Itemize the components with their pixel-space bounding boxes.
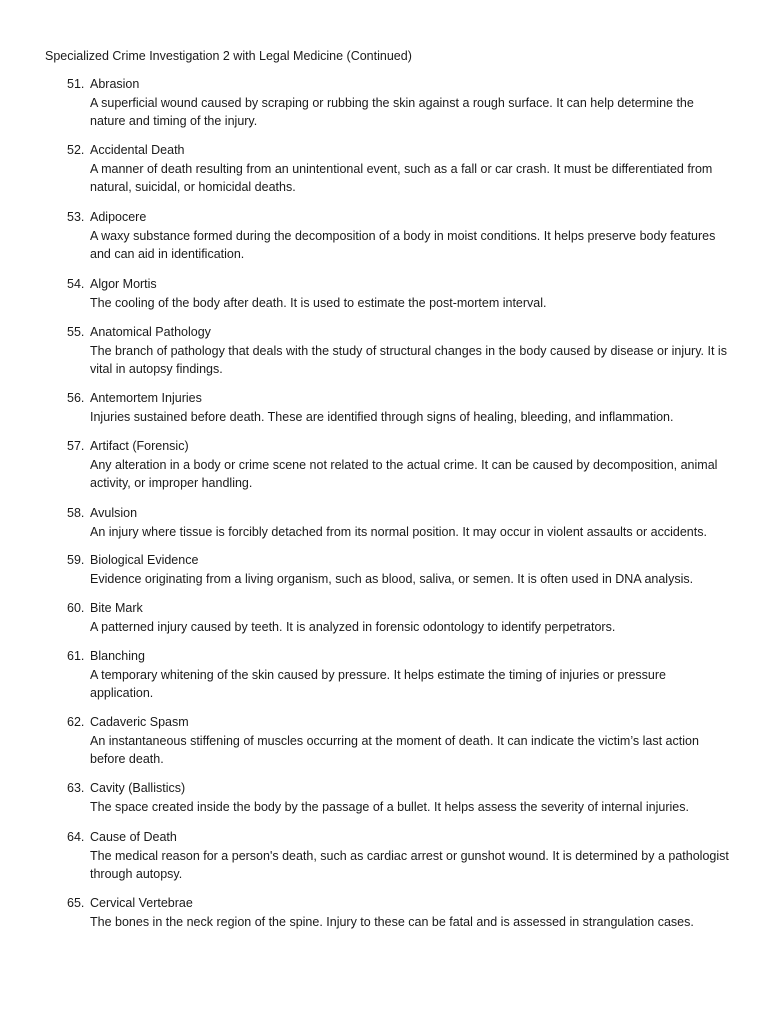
term-definition: An injury where tissue is forcibly detached from its normal position. It may occur in violent assaults or accidents. bbox=[90, 524, 707, 539]
term-name: Cavity (Ballistics) bbox=[90, 781, 186, 795]
term-definition: The branch of pathology that deals with the study of structural changes in the body caused by disease or injury. It is vital in autopsy findings. bbox=[90, 343, 727, 376]
term-definition: Injuries sustained before death. These are identified through signs of healing, bleeding, and inflammation. bbox=[90, 409, 674, 424]
term-definition: A temporary whitening of the skin caused by pressure. It helps estimate the timing of injuries or pressure application. bbox=[90, 667, 666, 700]
term-definition: The bones in the neck region of the spine. Injury to these can be fatal and is assessed in strangulation cases. bbox=[90, 914, 694, 929]
term-number: 60. bbox=[67, 601, 85, 615]
term-definition: A waxy substance formed during the decomposition of a body in moist conditions. It helps preserve body features and can aid in identification. bbox=[90, 228, 716, 261]
term-number: 57. bbox=[67, 439, 85, 453]
term-definition: A manner of death resulting from an unintentional event, such as a fall or car crash. It must be differentiated from natural, suicidal, or homicidal deaths. bbox=[90, 161, 713, 194]
term-name: Artifact (Forensic) bbox=[90, 439, 189, 453]
page-title: Specialized Crime Investigation 2 with Legal Medicine (Continued) bbox=[45, 49, 412, 63]
term-number: 58. bbox=[67, 506, 85, 520]
term-definition: A superficial wound caused by scraping or rubbing the skin against a rough surface. It can help determine the nature and timing of the injury. bbox=[90, 95, 694, 128]
term-definition: Evidence originating from a living organism, such as blood, saliva, or semen. It is often used in DNA analysis. bbox=[90, 571, 694, 586]
term-number: 53. bbox=[67, 210, 85, 224]
term-number: 61. bbox=[67, 649, 85, 663]
term-name: Cadaveric Spasm bbox=[90, 715, 189, 729]
term-number: 64. bbox=[67, 830, 85, 844]
term-number: 62. bbox=[67, 715, 85, 729]
term-number: 56. bbox=[67, 391, 85, 405]
term-name: Adipocere bbox=[90, 210, 147, 224]
term-number: 54. bbox=[67, 277, 85, 291]
term-definition: The cooling of the body after death. It is used to estimate the post-mortem interval. bbox=[90, 295, 547, 310]
term-definition: An instantaneous stiffening of muscles occurring at the moment of death. It can indicate the victim’s last action before death. bbox=[90, 733, 699, 766]
term-name: Accidental Death bbox=[90, 143, 185, 157]
term-definition: Any alteration in a body or crime scene not related to the actual crime. It can be caused by decomposition, animal activity, or improper handling. bbox=[90, 457, 718, 490]
term-number: 52. bbox=[67, 143, 85, 157]
term-name: Abrasion bbox=[90, 77, 140, 91]
term-number: 63. bbox=[67, 781, 85, 795]
term-definition: The medical reason for a person's death, such as cardiac arrest or gunshot wound. It is determined by a pathologist through autopsy. bbox=[90, 848, 729, 881]
term-definition: A patterned injury caused by teeth. It is analyzed in forensic odontology to identify perpetrators. bbox=[90, 619, 616, 634]
term-number: 55. bbox=[67, 325, 85, 339]
term-name: Algor Mortis bbox=[90, 277, 157, 291]
term-number: 59. bbox=[67, 553, 85, 567]
term-name: Blanching bbox=[90, 649, 145, 663]
term-name: Anatomical Pathology bbox=[90, 325, 211, 339]
term-name: Antemortem Injuries bbox=[90, 391, 202, 405]
term-name: Bite Mark bbox=[90, 601, 143, 615]
term-name: Biological Evidence bbox=[90, 553, 199, 567]
term-number: 51. bbox=[67, 77, 85, 91]
term-name: Cervical Vertebrae bbox=[90, 896, 193, 910]
term-definition: The space created inside the body by the passage of a bullet. It helps assess the severity of internal injuries. bbox=[90, 799, 689, 814]
term-name: Avulsion bbox=[90, 506, 138, 520]
term-name: Cause of Death bbox=[90, 830, 177, 844]
term-number: 65. bbox=[67, 896, 85, 910]
